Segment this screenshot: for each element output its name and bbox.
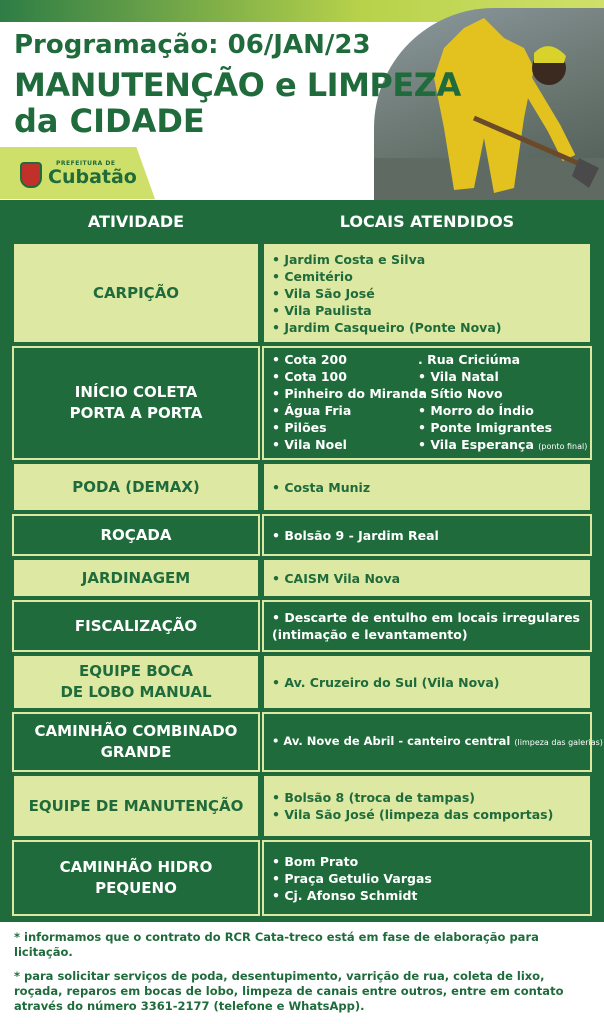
activity-cell: INÍCIO COLETA PORTA A PORTA: [12, 346, 260, 460]
title-main: MANUTENÇÃO e LIMPEZA: [14, 66, 461, 104]
activity-cell: JARDINAGEM: [12, 558, 260, 598]
locations-cell: • Bolsão 9 - Jardim Real: [262, 514, 592, 556]
locations-cell: • CAISM Vila Nova: [262, 558, 592, 598]
table-row: [12, 514, 592, 556]
table-row: [12, 242, 592, 344]
activity-cell: FISCALIZAÇÃO: [12, 600, 260, 652]
locations-cell: • Descarte de entulho em locais irregulares (intimação e levantamento): [262, 600, 592, 652]
table-row: [12, 774, 592, 838]
note-contract: * informamos que o contrato do RCR Cata-treco está em fase de elaboração para licitação.: [14, 930, 539, 959]
locations-cell: • Av. Nove de Abril - canteiro central (limpeza das galerias): [262, 712, 592, 772]
header-activity: ATIVIDADE: [12, 202, 260, 240]
activity-cell: EQUIPE DE MANUTENÇÃO: [12, 774, 260, 838]
table-row: [12, 462, 592, 512]
activity-cell: EQUIPE BOCA DE LOBO MANUAL: [12, 654, 260, 710]
table-row: [12, 840, 592, 916]
table-row: [12, 712, 603, 772]
title-sub: da CIDADE: [14, 102, 205, 140]
locations-cell: • Costa Muniz: [262, 462, 592, 512]
city-seal-icon: [20, 162, 42, 188]
locations-cell: • Bom Prato • Praça Getulio Vargas • Cj. Afonso Schmidt: [262, 840, 592, 916]
table-row: [12, 558, 592, 598]
table-row: [12, 346, 592, 460]
header-locations: LOCAIS ATENDIDOS: [262, 202, 592, 240]
activity-cell: CARPIÇÃO: [12, 242, 260, 344]
header: [0, 0, 604, 200]
activity-cell: CAMINHÃO COMBINADO GRANDE: [12, 712, 260, 772]
logo-prefix: PREFEITURA DE: [56, 160, 116, 167]
worker-photo: [374, 8, 604, 200]
footer-notes: [0, 922, 604, 1024]
note-contact: * para solicitar serviços de poda, desentupimento, varrição de rua, coleta de lixo, roçada, reparos em bocas de lobo, limpeza de canais entre outros, entre em contato através do número 3361-2177 (telefone e WhatsApp).: [14, 969, 564, 1013]
table-row: [12, 600, 592, 652]
worker-illustration: [374, 8, 604, 200]
locations-cell: • Bolsão 8 (troca de tampas) • Vila São José (limpeza das comportas): [262, 774, 592, 838]
locations-cell: • Jardim Costa e Silva • Cemitério • Vila São José • Vila Paulista • Jardim Casqueiro (Ponte Nova): [262, 242, 592, 344]
locations-cell: • Av. Cruzeiro do Sul (Vila Nova): [262, 654, 592, 710]
title-date: Programação: 06/JAN/23: [14, 30, 371, 60]
locations-cell: • Cota 200 • Cota 100 • Pinheiro do Miranda • Água Fria • Pilões • Vila Noel . Rua Criciúma • Vila Natal • Sítio Novo • Morro do Índio • Ponte Imigrantes • Vila Esperança (ponto final): [262, 346, 592, 460]
activity-cell: CAMINHÃO HIDRO PEQUENO: [12, 840, 260, 916]
activity-cell: ROÇADA: [12, 514, 260, 556]
activity-cell: PODA (DEMAX): [12, 462, 260, 512]
logo-name: Cubatão: [48, 166, 137, 188]
table-row: [12, 654, 592, 710]
